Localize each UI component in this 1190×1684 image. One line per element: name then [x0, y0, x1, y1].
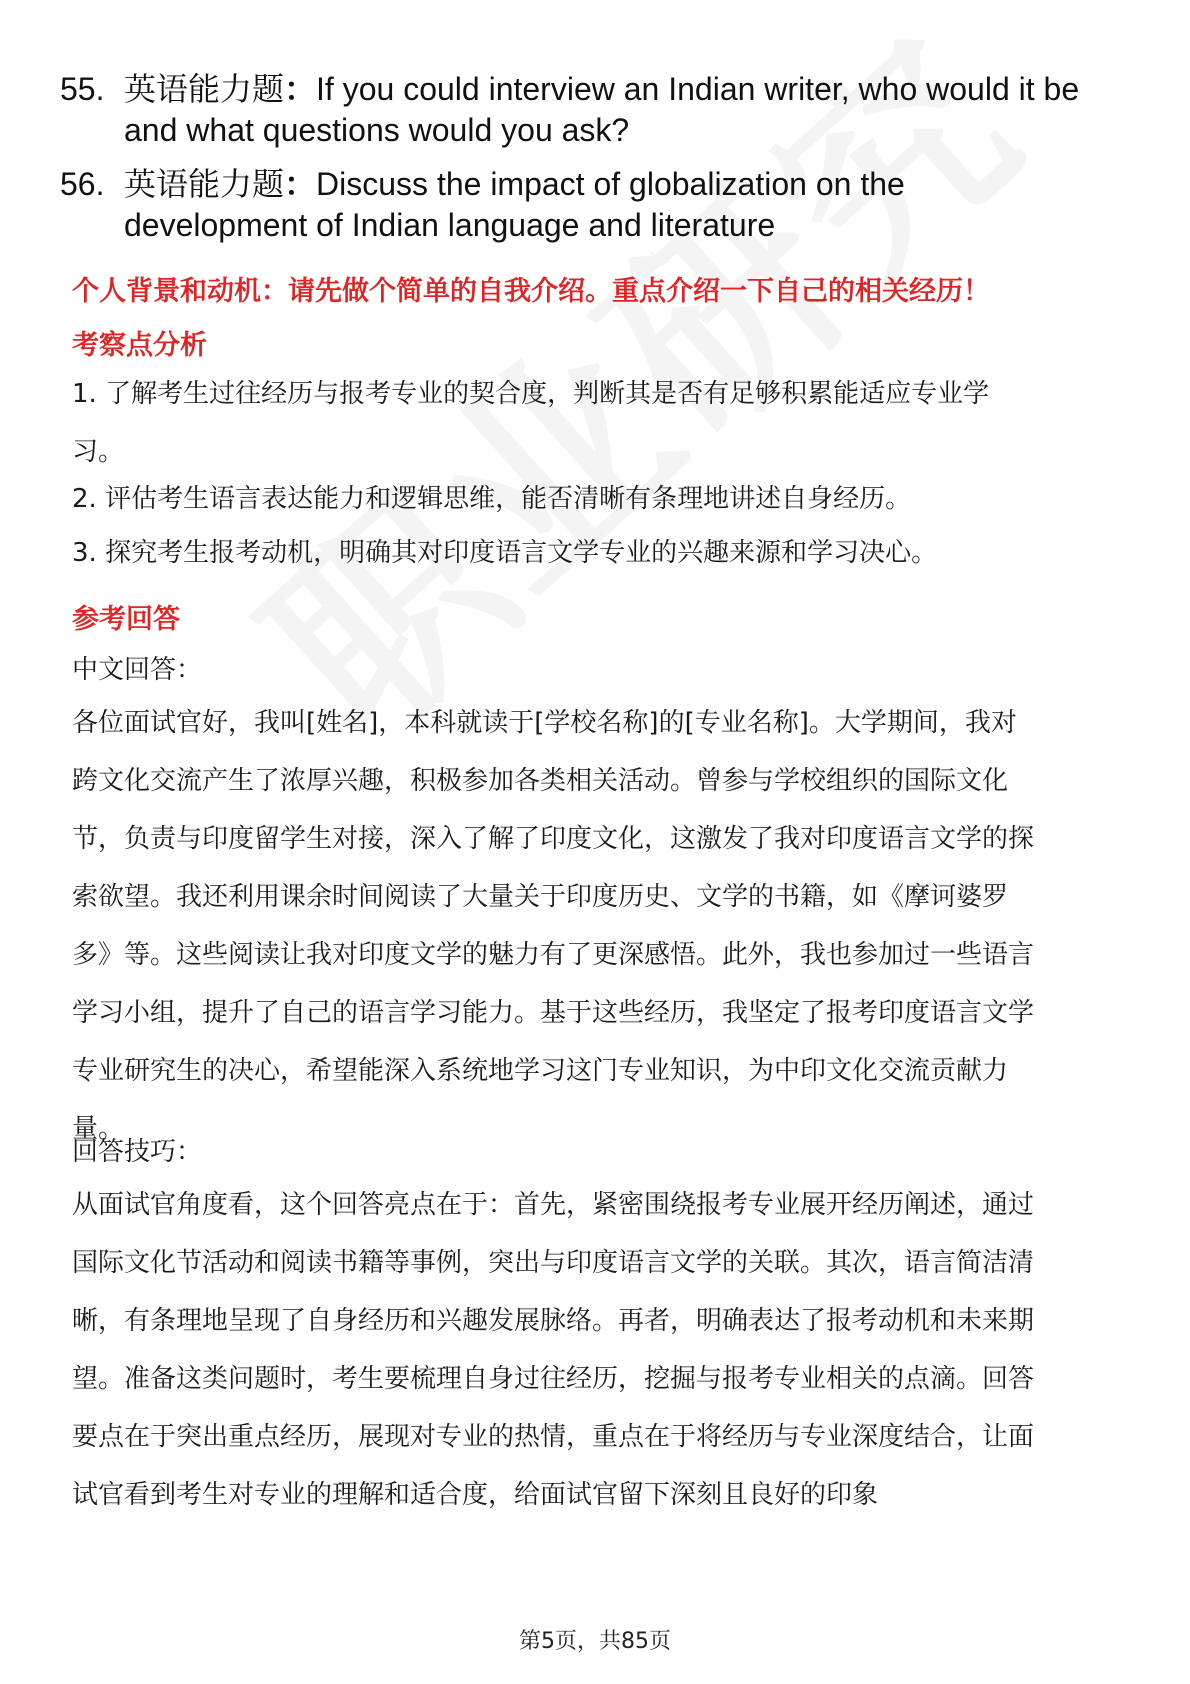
- reference-heading: 参考回答: [72, 604, 180, 635]
- analysis-point-3: 3. 探究考生报考动机，明确其对印度语言文学专业的兴趣来源和学习决心。: [72, 538, 938, 568]
- analysis-point-2: 2. 评估考生语言表达能力和逻辑思维，能否清晰有条理地讲述自身经历。: [72, 484, 912, 514]
- section-title: 个人背景和动机：请先做个简单的自我介绍。重点介绍一下自己的相关经历！: [72, 276, 990, 307]
- chinese-answer-label: 中文回答：: [72, 655, 203, 685]
- question-colon: ：: [284, 166, 317, 202]
- tips-label: 回答技巧：: [72, 1137, 203, 1167]
- tips-text: 从面试官角度看，这个回答亮点在于：首先，紧密围绕报考专业展开经历阐述，通过国际文化节活动和阅读书籍等事例，突出与印度语言文学的关联。其次，语言简洁清晰，有条理地呈现了自身经历和兴趣发展脉络。再者，明确表达了报考动机和未来期望。准备这类问题时，考生要梳理自身过往经历，挖掘与报考专业相关的点滴。回答要点在于突出重点经历，展现对专业的热情，重点在于将经历与专业深度结合，让面试官看到考生对专业的理解和适合度，给面试官留下深刻且良好的印象: [72, 1190, 1035, 1510]
- analysis-point-1: 1. 了解考生过往经历与报考专业的契合度，判断其是否有足够积累能适应专业学习。: [72, 379, 990, 467]
- question-tag: 英语能力题: [124, 166, 285, 202]
- question-56: [60, 164, 1140, 246]
- question-number: 55.: [60, 71, 105, 107]
- chinese-answer-text: 各位面试官好，我叫[姓名]，本科就读于[学校名称]的[专业名称]。大学期间，我对跨文化交流产生了浓厚兴趣，积极参加各类相关活动。曾参与学校组织的国际文化节，负责与印度留学生对接，深入了解了印度文化，这激发了我对印度语言文学的探索欲望。我还利用课余时间阅读了大量关于印度历史、文学的书籍，如《摩诃婆罗多》等。这些阅读让我对印度文学的魅力有了更深感悟。此外，我也参加过一些语言学习小组，提升了自己的语言学习能力。基于这些经历，我坚定了报考印度语言文学专业研究生的决心，希望能深入系统地学习这门专业知识，为中印文化交流贡献力量。: [72, 708, 1035, 1144]
- question-tag: 英语能力题: [124, 71, 285, 107]
- analysis-heading: 考察点分析: [72, 330, 207, 361]
- question-text: If you could interview an Indian writer, who would it be and what questions would you ask?: [124, 71, 1080, 148]
- question-text: Discuss the impact of globalization on the development of Indian language and literature: [124, 166, 905, 243]
- question-number: 56.: [60, 166, 105, 202]
- question-colon: ：: [284, 71, 317, 107]
- question-55: [60, 69, 1140, 151]
- page-footer: 第5页，共85页: [519, 1629, 671, 1654]
